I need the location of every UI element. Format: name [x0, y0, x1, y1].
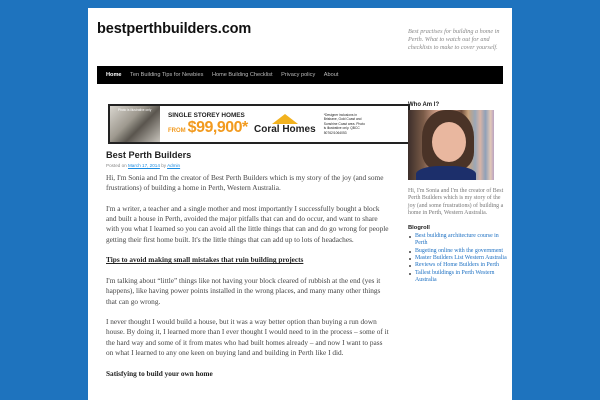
ad-photo: [110, 106, 160, 142]
ad-headline: SINGLE STOREY HOMES: [168, 111, 245, 119]
blogroll-link[interactable]: Best building architecture course in Perth: [408, 233, 508, 248]
site-title[interactable]: bestperthbuilders.com: [97, 21, 252, 37]
ad-from-label: FROM: [168, 127, 186, 134]
post-meta: [106, 163, 180, 168]
ad-brand: [254, 114, 316, 135]
nav-item-home[interactable]: Home: [106, 72, 122, 78]
roof-logo-icon: [272, 114, 298, 124]
post-author-link[interactable]: Admin: [167, 163, 181, 168]
main-nav: [97, 66, 503, 84]
page-container: [88, 8, 512, 400]
ad-price: $99,900*: [187, 118, 248, 136]
blogroll-link[interactable]: Tallest buildings in Perth Western Australia: [408, 270, 508, 285]
blogroll-title: Blogroll: [408, 225, 430, 232]
post-content: [106, 173, 391, 389]
blogroll-link[interactable]: Master Builders List Western Australia: [408, 255, 508, 262]
post-subheading: Tips to avoid making small mistakes that ruin building projects: [106, 255, 304, 265]
ad-photo-caption: Photo is illustrative only: [118, 108, 152, 112]
site-description: Best practises for building a home in Perth. What to watch out for and checklists to make to cover yourself.: [408, 28, 500, 51]
nav-item-home-building-checklist[interactable]: Home Building Checklist: [211, 72, 273, 78]
ad-fine-print: *Designer inclusions in Brisbane, Gold Coast and Sunshine Coast area. Photo is illustrative only. QBCC 50762/1064053: [323, 112, 365, 135]
post-date-link[interactable]: March 17, 2014: [127, 163, 160, 168]
post-paragraph: Hi, I'm Sonia and I'm the creator of Best Perth Builders which is my story of the joy (and some frustrations) of building a home in Perth, Western Australia.: [106, 173, 384, 193]
author-bio: Hi, I'm Sonia and I'm the creator of Best Perth Builders which is my story of the joy (and some frustrations) of building a home in Perth, Western Australia.: [408, 188, 504, 216]
nav-item-ten-building-tips[interactable]: Ten Building Tips for Newbies: [130, 72, 204, 78]
sidebar: [408, 102, 508, 284]
author-photo: [408, 110, 494, 180]
nav-item-privacy-policy[interactable]: Privacy policy: [281, 72, 316, 78]
nav-item-about[interactable]: About: [323, 72, 339, 78]
post-paragraph: I never thought I would build a house, but it was a way better option than buying a run down house. By doing it, I learned more than I ever thought I would need to in the process – some of it the hard way and some of it from mates who had built homes already – and now I want to pass on what I learned to any one keen on buying land and building in Perth like I did.: [106, 317, 389, 358]
blogroll-link[interactable]: Reviews of Home Builders in Perth: [408, 262, 508, 269]
blogroll-link[interactable]: Bugeting online with the government: [408, 248, 508, 255]
ad-brand-name: Coral Homes: [254, 123, 316, 135]
post-title[interactable]: Best Perth Builders: [106, 150, 192, 160]
blogroll-list: [408, 233, 508, 284]
post-paragraph: I'm talking about “little” things like not having your block cleared of rubbish at the end (yes it happens), like having power points installed in the wrong places, and many many other things that can go wrong.: [106, 275, 381, 306]
ad-banner[interactable]: [108, 104, 410, 144]
post-meta-by: by: [161, 163, 167, 168]
post-subheading: Satisfying to build your own home: [106, 368, 213, 378]
post-meta-prefix: Posted on: [106, 163, 127, 168]
who-am-i-title: Who Am I?: [408, 102, 440, 108]
post-paragraph: I'm a writer, a teacher and a single mother and most importantly I successfully bought a block and built a house in Perth, avoided the major pitfalls that can and do occur, and want to share with you what I learned so you can avoid all the little things that can and do go wrong for people getting their first home built. It's the little things that can add up to lots of headaches.: [106, 203, 389, 244]
ad-headline-block: [168, 112, 248, 137]
